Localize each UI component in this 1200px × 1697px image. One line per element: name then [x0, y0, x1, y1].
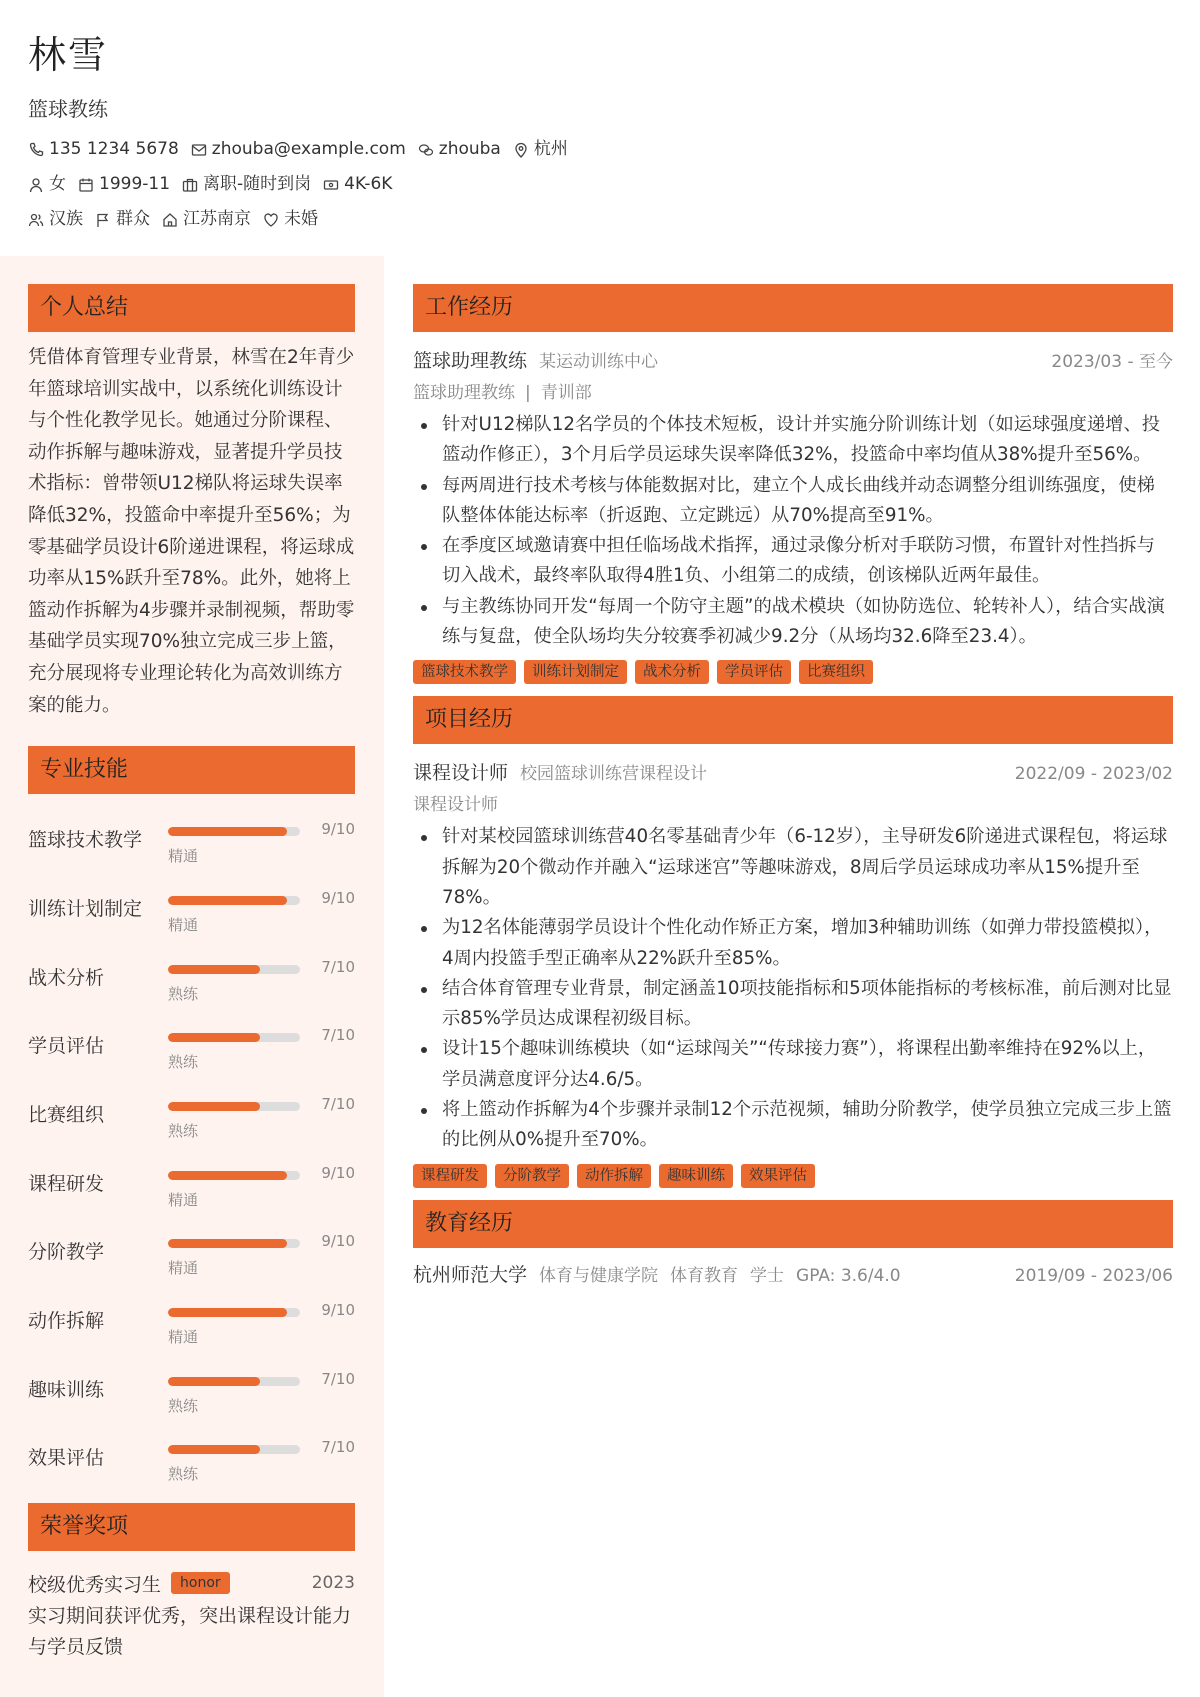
skill-level: 熟练: [168, 1396, 199, 1415]
skill-level: 精通: [168, 1259, 199, 1278]
skill-score: 9/10: [321, 1163, 355, 1182]
politics-text: 群众: [116, 209, 150, 229]
salary-text: 4K-6K: [344, 174, 393, 194]
job-title: 篮球助理教练: [413, 350, 528, 372]
status-text: 离职-随时到岗: [203, 174, 312, 194]
skill-level: 熟练: [168, 1465, 199, 1484]
work-section-title: 工作经历: [413, 284, 1173, 332]
briefcase-icon: [182, 177, 198, 193]
award-name: 校级优秀实习生: [28, 1573, 162, 1596]
skill-name: 篮球技术教学: [28, 829, 143, 852]
email-item: [191, 136, 406, 163]
skill-level: 熟练: [168, 1121, 199, 1140]
marital-text: 未婚: [284, 209, 318, 229]
resume-header: [28, 30, 1172, 233]
skill-tag: 学员评估: [717, 660, 791, 684]
list-item: 与主教练协同开发“每周一个防守主题”的战术模块（如协防选位、轮转补人），结合实战演练与复盘，使全队场均失分较赛季初减少9.2分（从场均32.6降至23.4）。: [413, 592, 1173, 653]
education-date: 2019/09 - 2023/06: [1014, 1265, 1173, 1286]
skill-item: [28, 1216, 355, 1285]
skill-bar-fill: [168, 1033, 260, 1042]
job-sub-role: 篮球助理教练: [413, 383, 515, 403]
education-item: [413, 1260, 1173, 1287]
skill-bar: [168, 827, 300, 836]
skill-bar-fill: [168, 965, 260, 974]
skill-name: 课程研发: [28, 1172, 105, 1195]
job-tags: [413, 660, 1173, 684]
project-section-title: 项目经历: [413, 696, 1173, 744]
skill-score: 7/10: [321, 1094, 355, 1113]
skill-score: 9/10: [321, 888, 355, 907]
skill-name: 比赛组织: [28, 1103, 105, 1126]
skill-tag: 篮球技术教学: [413, 660, 516, 684]
city-item: [513, 136, 568, 163]
heart-icon: [263, 212, 279, 228]
skill-name: 动作拆解: [28, 1309, 105, 1332]
skill-item: [28, 1148, 355, 1217]
skill-item: [28, 1422, 355, 1491]
contact-row-3: [28, 206, 1172, 233]
wechat-text: zhouba: [438, 139, 501, 159]
skill-bar: [168, 1033, 300, 1042]
job-organization: 某运动训练中心: [539, 352, 659, 372]
job-sub-dept: 青训部: [540, 383, 592, 403]
project-header: [413, 758, 1173, 786]
salary-item: [323, 171, 392, 198]
project-tags: [413, 1164, 1173, 1188]
skill-bar: [168, 1102, 300, 1111]
job-bullets: [413, 410, 1173, 652]
gender-text: 女: [49, 174, 66, 194]
list-item: 每两周进行技术考核与体能数据对比，建立个人成长曲线并动态调整分组训练强度，使梯队整体体能达标率（折返跑、立定跳远）从70%提高至91%。: [413, 471, 1173, 532]
awards-section-title: 荣誉奖项: [28, 1503, 355, 1551]
skill-bar: [168, 1171, 300, 1180]
location-icon: [513, 142, 529, 158]
list-item: 将上篮动作拆解为4个步骤并录制12个示范视频，辅助分阶教学，使学员独立完成三步上篮的比例从0%提升至70%。: [413, 1095, 1173, 1156]
skill-level: 精通: [168, 847, 199, 866]
gender-item: [28, 171, 66, 198]
left-column: [28, 284, 355, 1663]
skills-list: [28, 804, 355, 1491]
job-sub-separator: |: [525, 383, 531, 403]
list-item: 针对某校园篮球训练营40名零基础青少年（6-12岁），主导研发6阶递进式课程包，将运球拆解为20个微动作并融入“运球迷宫”等趣味游戏，8周后学员运球成功率从15%提升至78%。: [413, 822, 1173, 913]
project-role: 课程设计师: [413, 762, 509, 785]
user-icon: [28, 177, 44, 193]
summary-section-title: 个人总结: [28, 284, 355, 332]
phone-text: 135 1234 5678: [49, 139, 179, 159]
status-item: [182, 171, 311, 198]
right-column: [413, 284, 1173, 1287]
candidate-name: 林雪: [28, 33, 109, 77]
list-item: 在季度区域邀请赛中担任临场战术指挥，通过录像分析对手联防习惯，布置针对性挡拆与切入战术，最终率队取得4胜1负、小组第二的成绩，创该梯队近两年最佳。: [413, 531, 1173, 592]
skill-name: 分阶教学: [28, 1241, 105, 1264]
skill-tag: 动作拆解: [577, 1164, 651, 1188]
project-name: 校园篮球训练营课程设计: [520, 764, 708, 785]
skill-bar: [168, 965, 300, 974]
award-description: 实习期间获评优秀，突出课程设计能力与学员反馈: [28, 1605, 352, 1658]
skill-bar: [168, 1377, 300, 1386]
job-date: 2023/03 - 至今: [1051, 352, 1173, 372]
skill-bar-fill: [168, 827, 287, 836]
skill-tag: 比赛组织: [799, 660, 873, 684]
skill-bar-fill: [168, 1102, 260, 1111]
birth-item: [78, 171, 170, 198]
skill-item: [28, 804, 355, 873]
list-item: 设计15个趣味训练模块（如“运球闯关”“传球接力赛”），将课程出勤率维持在92%以上，学员满意度评分达4.6/5。: [413, 1034, 1173, 1095]
skill-bar: [168, 1239, 300, 1248]
list-item: 结合体育管理专业背景，制定涵盖10项技能指标和5项体能指标的考核标准，前后测对比显示85%学员达成课程初级目标。: [413, 974, 1173, 1035]
project-date: 2022/09 - 2023/02: [1014, 764, 1173, 785]
skill-item: [28, 942, 355, 1011]
wechat-item: [418, 136, 501, 163]
award-item: [28, 1569, 355, 1597]
skill-tag: 效果评估: [741, 1164, 815, 1188]
wallet-icon: [323, 177, 339, 193]
skill-bar: [168, 1308, 300, 1317]
skill-item: [28, 1354, 355, 1423]
contact-row-1: [28, 136, 1172, 163]
skill-level: 熟练: [168, 984, 199, 1003]
major-name: 体育教育: [670, 1265, 739, 1286]
skill-score: 7/10: [321, 1369, 355, 1388]
project-subtitle: 课程设计师: [413, 795, 498, 816]
skill-item: [28, 1010, 355, 1079]
skill-level: 精通: [168, 1190, 199, 1209]
contact-row-2: [28, 171, 1172, 198]
list-item: 针对U12梯队12名学员的个体技术短板，设计并实施分阶训练计划（如运球强度递增、投篮动作修正），3个月后学员运球失误率降低32%，投篮命中率均值从38%提升至56%。: [413, 410, 1173, 471]
summary-text: 凭借体育管理专业背景，林雪在2年青少年篮球培训实战中，以系统化训练设计与个性化教学见长。她通过分阶课程、动作拆解与趣味游戏，显著提升学员技术指标：曾带领U12梯队将运球失误率降低32%，投篮命中率提升至56%；为零基础学员设计6阶递进课程，将运球成功率从15%跃升至78%。此外，她将上篮动作拆解为4步骤并录制视频，帮助零基础学员实现70%独立完成三步上篮，充分展现将专业理论转化为高效训练方案的能力。: [28, 347, 355, 716]
degree: 学士: [750, 1265, 785, 1286]
mail-icon: [191, 142, 207, 158]
home-icon: [162, 212, 178, 228]
skill-bar-fill: [168, 1308, 287, 1317]
school-name: 杭州师范大学: [413, 1263, 528, 1286]
skill-tag: 趣味训练: [659, 1164, 733, 1188]
skill-score: 9/10: [321, 820, 355, 839]
skill-item: [28, 1079, 355, 1148]
job-header: [413, 346, 1173, 374]
award-year: 2023: [311, 1573, 355, 1593]
hometown-text: 江苏南京: [183, 209, 251, 229]
skill-tag: 课程研发: [413, 1164, 487, 1188]
phone-icon: [28, 142, 44, 158]
politics-item: [95, 206, 150, 233]
college-name: 体育与健康学院: [539, 1265, 659, 1286]
skill-name: 学员评估: [28, 1035, 105, 1058]
people-icon: [28, 212, 44, 228]
skill-bar: [168, 896, 300, 905]
skill-name: 趣味训练: [28, 1378, 105, 1401]
skill-score: 7/10: [321, 957, 355, 976]
skill-score: 7/10: [321, 1438, 355, 1457]
skill-tag: 战术分析: [635, 660, 709, 684]
hometown-item: [162, 206, 251, 233]
skill-score: 9/10: [321, 1300, 355, 1319]
skill-score: 9/10: [321, 1232, 355, 1251]
phone-item: [28, 136, 179, 163]
ethnicity-item: [28, 206, 83, 233]
project-bullets: [413, 822, 1173, 1155]
skill-bar-fill: [168, 1445, 260, 1454]
skill-name: 训练计划制定: [28, 897, 143, 920]
job-subtitle: [413, 378, 1173, 404]
birth-text: 1999-11: [99, 174, 171, 194]
gpa: GPA: 3.6/4.0: [796, 1265, 901, 1286]
skill-bar-fill: [168, 1171, 287, 1180]
calendar-icon: [78, 177, 94, 193]
skill-level: 精通: [168, 915, 199, 934]
skill-item: [28, 873, 355, 942]
skills-section-title: 专业技能: [28, 746, 355, 794]
skill-score: 7/10: [321, 1026, 355, 1045]
education-section-title: 教育经历: [413, 1200, 1173, 1248]
city-text: 杭州: [533, 139, 568, 159]
ethnicity-text: 汉族: [49, 209, 83, 229]
skill-name: 战术分析: [28, 966, 105, 989]
honor-badge: honor: [171, 1572, 230, 1594]
skill-bar-fill: [168, 1377, 260, 1386]
list-item: 为12名体能薄弱学员设计个性化动作矫正方案，增加3种辅助训练（如弹力带投篮模拟），4周内投篮手型正确率从22%跃升至85%。: [413, 913, 1173, 974]
candidate-role: 篮球教练: [28, 97, 108, 121]
skill-bar: [168, 1445, 300, 1454]
wechat-icon: [418, 142, 434, 158]
skill-level: 精通: [168, 1327, 199, 1346]
skill-name: 效果评估: [28, 1447, 105, 1470]
email-text: zhouba@example.com: [211, 139, 406, 159]
skill-item: [28, 1285, 355, 1354]
flag-icon: [95, 212, 111, 228]
skill-bar-fill: [168, 1239, 287, 1248]
skill-level: 熟练: [168, 1053, 199, 1072]
skill-bar-fill: [168, 896, 287, 905]
marital-item: [263, 206, 318, 233]
skill-tag: 分阶教学: [495, 1164, 569, 1188]
skill-tag: 训练计划制定: [524, 660, 627, 684]
